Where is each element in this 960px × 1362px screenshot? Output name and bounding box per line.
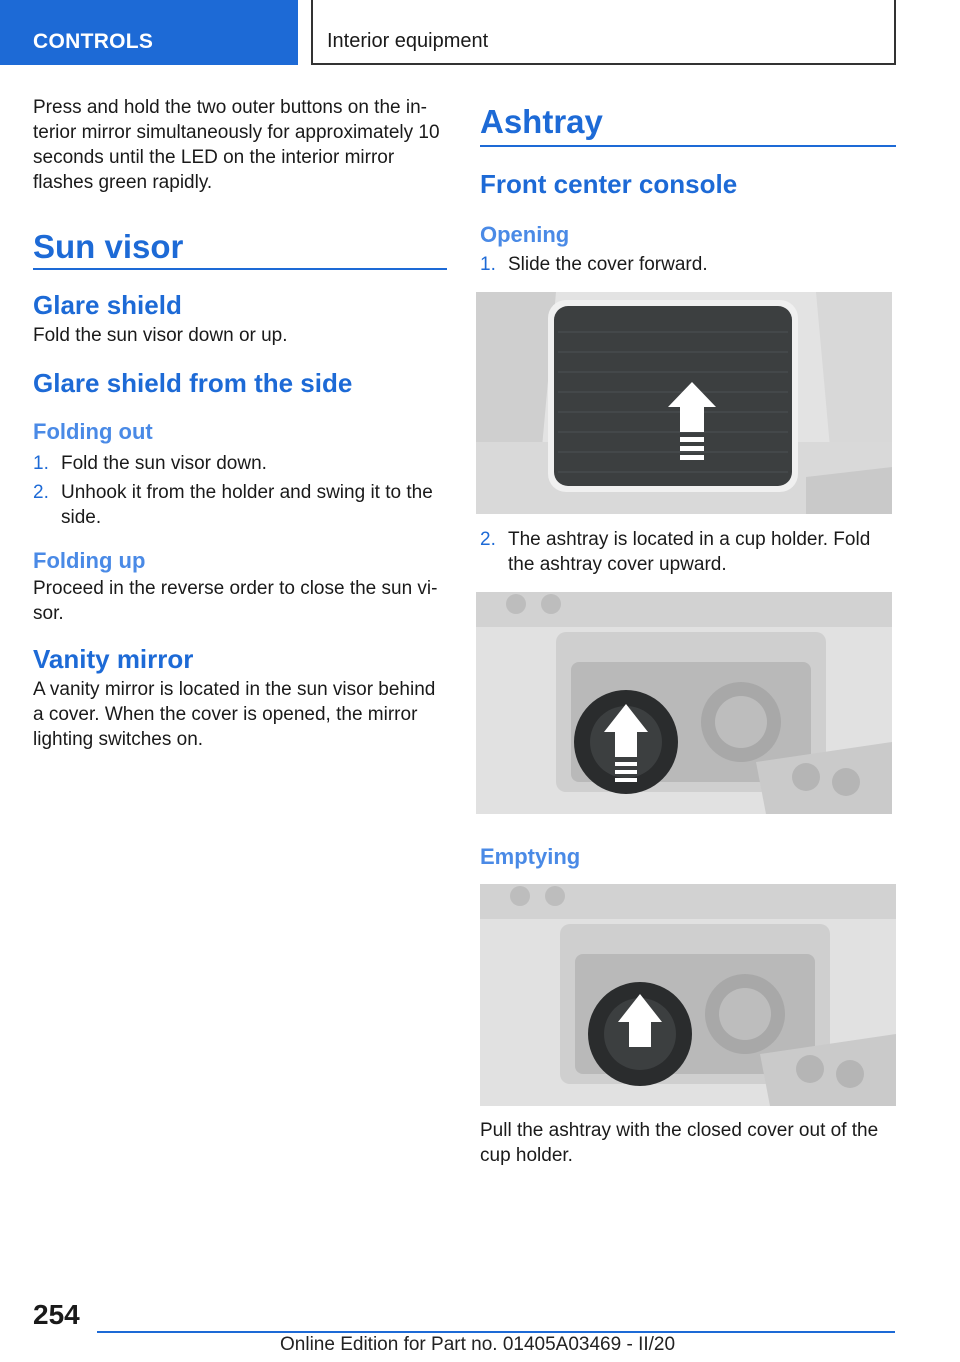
emptying-illustration [480,884,896,1106]
list-item [480,527,896,577]
opening-step-2 [480,527,896,577]
right-column [480,95,896,1168]
folding-up-heading: Folding up [33,548,146,573]
step-text: Unhook it from the holder and swing it to the side. [61,482,433,528]
step-number: 1. [33,453,49,474]
sliding-cover-illustration [476,292,892,514]
folding-out-steps [33,451,447,530]
step-number: 1. [480,254,496,275]
vanity-mirror-heading: Vanity mirror [33,644,194,674]
list-item [33,480,447,530]
glare-shield-side-heading: Glare shield from the side [33,368,353,398]
step-text: Slide the cover forward. [508,254,708,275]
emptying-heading: Emptying [480,844,581,869]
sun-visor-heading: Sun visor [33,228,447,270]
emptying-text: Pull the ashtray with the closed cover out of the cup holder. [480,1120,879,1166]
step-text: The ashtray is located in a cup holder. Fold the ashtray cover upward. [508,529,871,575]
footer-divider [97,1331,895,1333]
vanity-mirror-text: A vanity mirror is located in the sun visor behind a cover. When the cover is opened, the mirror lighting switches on. [33,679,436,750]
step-text: Fold the sun visor down. [61,453,267,474]
list-item [480,252,896,277]
list-item [33,451,447,476]
opening-heading: Opening [480,222,570,247]
folding-out-heading: Folding out [33,419,153,444]
glare-shield-text: Fold the sun visor down or up. [33,325,288,346]
glare-shield-heading: Glare shield [33,290,182,320]
opening-step-1 [480,252,896,277]
folding-up-text: Proceed in the reverse order to close the sun vi- sor. [33,578,438,624]
chapter-title: Interior equipment [311,0,896,65]
front-center-console-heading: Front center console [480,169,738,199]
intro-paragraph: Press and hold the two outer buttons on the in- terior mirror simultaneously for approximately 10 seconds until the LED on the interior mirror flashes green rapidly. [33,97,440,193]
step-number: 2. [480,529,496,550]
left-column [33,95,447,752]
page-number: 254 [33,1299,80,1330]
edition-note: Online Edition for Part no. 01405A03469 - II/20 [280,1334,676,1355]
ashtray-cup-holder-illustration [476,592,892,814]
ashtray-heading: Ashtray [480,103,896,147]
section-tab: CONTROLS [0,0,298,65]
step-number: 2. [33,482,49,503]
